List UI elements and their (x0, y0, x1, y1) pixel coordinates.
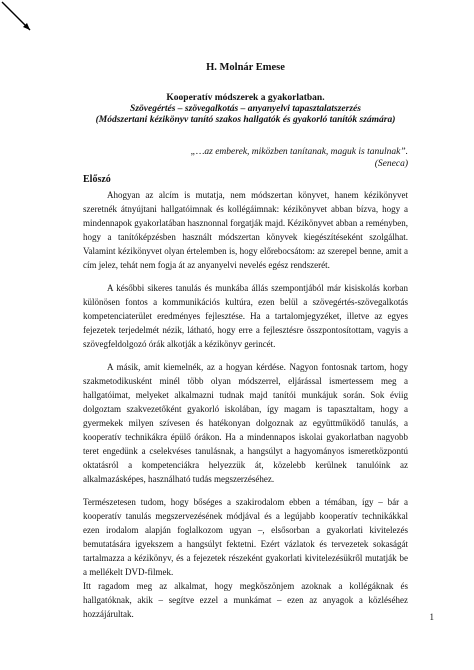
motto-source: (Seneca) (374, 159, 408, 169)
paragraph: Ahogyan az alcím is mutatja, nem módszertan könyvet, hanem kézikönyvet szeretnék átnyújtani hallgatóimnak és kollégáimnak: kézikönyvet abban bízva, hogy a mindennapok gyakorlatában hasznonnal forgatják majd. Kézikönyvet abban a reményben, hogy a tanítóképzésben használt módszertan könyvek kiegészítéseként szolgálhat. Valamint kézikönyvet olyan értelemben is, hogy előrebocsátom: az szerepel benne, amit a cím jelez, tehát nem fogja át az anyanyelvi nevelés egész rendszerét. (83, 190, 408, 270)
author-name: H. Molnár Emese (206, 62, 285, 73)
paragraph: A későbbi sikeres tanulás és munkába állás szempontjából már kisiskolás korban különösen fontos a kommunikációs kultúra, ezen belül a szövegértés-szövegalkotás kompetenciaterület eredményes fejlesztése. Ha a tartalomjegyzéket, illetve az egyes fejezetek terjedelmét nézik, látható, hogy erre a fejlesztésre összpontosítottam, vagyis a szövegfeldolgozó órák alkotják a kézikönyv gerincét. (83, 283, 408, 349)
document-subtitle-1: Szövegértés – szövegalkotás – anyanyelvi tapasztalatszerzés (130, 104, 361, 114)
corner-arrow-icon (0, 0, 40, 40)
document-subtitle-2: (Módszertani kézikönyv tanító szakos hallgatók és gyakorló tanítók számára) (95, 115, 396, 125)
paragraph: Természetesen tudom, hogy bőséges a szakirodalom ebben a témában, így – bár a kooperatív tanulás megszervezésének módjával és a legújabb kooperatív technikákkal ezen irodalom alapján foglalkozom ugyan –, elsősorban a gyakorlati kivitelezés bemutatására igyekszem a hangsúlyt fektetni. Ezért vázlatok és tervezetek sokaságát tartalmazza a kézikönyv, és a fejezetek részeként gyakorlati kivitelezésükről mutatják be a mellékelt DVD-filmek. (83, 497, 408, 577)
paragraph: A másik, amit kiemelnék, az a hogyan kérdése. Nagyon fontosnak tartom, hogy szakmetodikusként minél több olyan módszerrel, eljárással ismertessem meg a hallgatóimat, melyeket alkalmazni tudnak majd tanítói munkájuk során. Sok éviig dolgoztam szakvezetőként gyakorló iskolában, így magam is tapasztaltam, hogy a gyermekek milyen szívesen és hatékonyan dolgoznak az együttműködő tanulás, a kooperatív technikákra épülő órákon. Ha a mindennapos iskolai gyakorlatban nagyobb teret engedünk a cselekvéses tanulásnak, a hangsúlyt a hagyományos ismeretközpontú oktatásról a kompetenciákra helyezzük át, közelebb kerülnek tanulóink az alkalmazásképes, használható tudás megszerzéséhez. (83, 362, 408, 484)
motto-quote: „…az emberek, miközben tanítanak, maguk is tanulnak”. (190, 147, 408, 157)
document-title: Kooperatív módszerek a gyakorlatban. (166, 93, 325, 103)
document-page (83, 62, 408, 621)
page-number: 1 (429, 612, 434, 622)
paragraph: Itt ragadom meg az alkalmat, hogy megköszönjem azoknak a kollégáknak és hallgatóknak, akik – segítve ezzel a munkámat – ezen az anyagok a közléséhez hozzájárultak. (83, 581, 408, 619)
section-heading: Előszó (83, 174, 111, 185)
title-block (83, 93, 408, 126)
